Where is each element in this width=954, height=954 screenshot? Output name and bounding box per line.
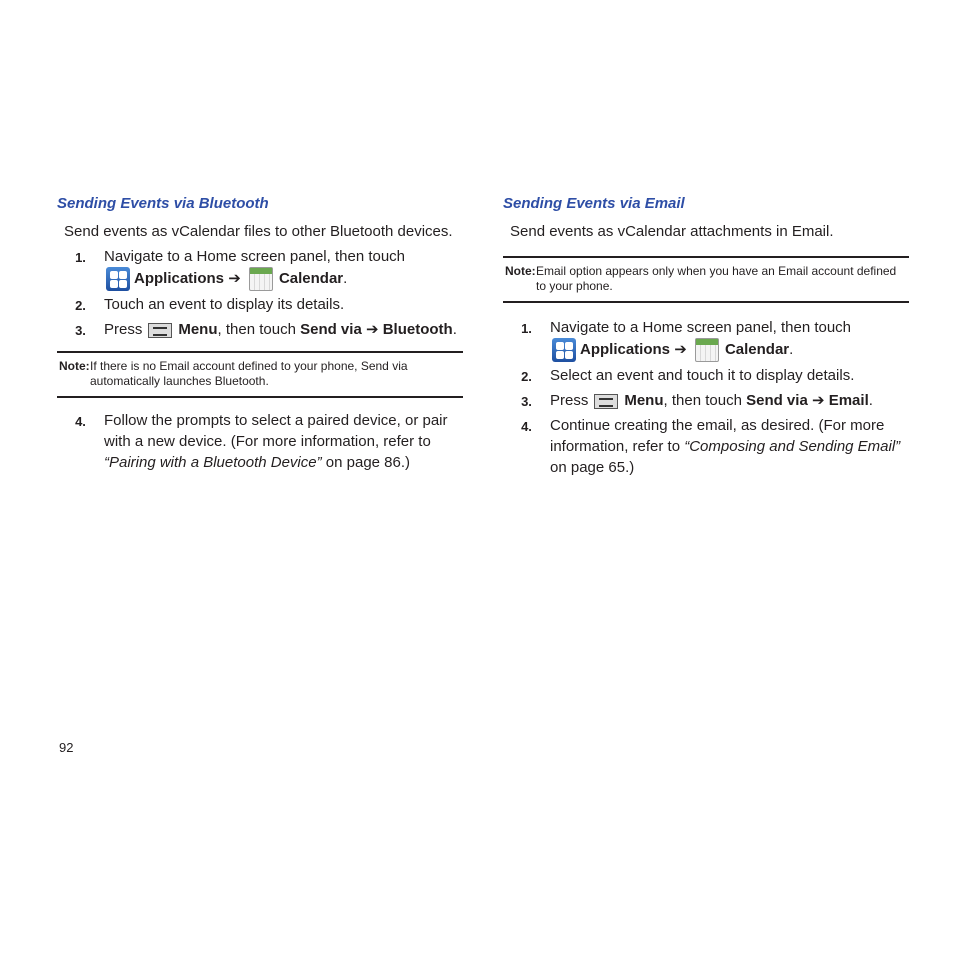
step-number: 4.	[75, 414, 86, 429]
intro-text: Send events as vCalendar files to other Bluetooth devices.	[64, 223, 453, 240]
note-label: Note:	[59, 359, 90, 373]
step-number: 3.	[75, 323, 86, 338]
step-2	[57, 294, 463, 316]
step-text: Navigate to a Home screen panel, then touch	[104, 248, 406, 265]
bluetooth-label: Bluetooth	[382, 321, 453, 338]
step-1: 1. Navigate to a Home screen panel, then touch Applications ➔ Calendar.	[57, 246, 463, 291]
steps-list	[57, 246, 463, 341]
send-via-label: Send via	[300, 321, 362, 338]
calendar-icon	[249, 267, 273, 291]
step-number: 4.	[521, 419, 532, 434]
menu-label: Menu	[624, 392, 664, 409]
step-text: Navigate to a Home screen panel, then touch	[550, 319, 852, 336]
left-column	[57, 193, 463, 473]
section-heading-bluetooth: Sending Events via Bluetooth	[57, 195, 269, 212]
note-text: If there is no Email account defined to your phone, Send via automatically launches Bluetooth.	[90, 359, 408, 388]
note-label: Note:	[505, 264, 536, 278]
calendar-label: Calendar	[724, 340, 790, 358]
step-number: 1.	[521, 321, 532, 336]
menu-label: Menu	[178, 321, 218, 338]
right-column	[503, 193, 909, 478]
step-text: Touch an event to display its details.	[104, 296, 345, 313]
cross-reference: “Pairing with a Bluetooth Device”	[104, 454, 322, 471]
send-via-label: Send via	[746, 392, 808, 409]
calendar-label: Calendar	[278, 269, 344, 287]
applications-icon	[552, 338, 576, 362]
step-text: Follow the prompts to select a paired device, or pair with a new device. (For more information, refer to	[104, 412, 448, 450]
arrow-icon: ➔	[228, 269, 241, 287]
applications-label: Applications	[580, 340, 671, 358]
step-number: 3.	[521, 394, 532, 409]
cross-reference: “Composing and Sending Email”	[684, 438, 901, 455]
step-number: 2.	[521, 369, 532, 384]
step-3: 3. Press Menu, then touch Send via ➔ Email.	[503, 390, 909, 412]
step-2	[503, 365, 909, 387]
email-label: Email	[828, 392, 869, 409]
step-text: Select an event and touch it to display details.	[550, 367, 855, 384]
menu-icon	[594, 394, 618, 409]
menu-icon	[148, 323, 172, 338]
step-4: 4. Follow the prompts to select a paired device, or pair with a new device. (For more information, refer to “Pairing with a Bluetooth Device” on page 86.)	[57, 410, 463, 473]
note-box	[57, 351, 463, 398]
step-1: 1. Navigate to a Home screen panel, then touch Applications ➔ Calendar.	[503, 317, 909, 362]
note-box	[503, 256, 909, 303]
step-3: 3. Press Menu, then touch Send via ➔ Bluetooth.	[57, 319, 463, 341]
step-number: 1.	[75, 250, 86, 265]
arrow-icon: ➔	[674, 340, 687, 358]
step-4: 4. Continue creating the email, as desired. (For more information, refer to “Composing and Sending Email” on page 65.)	[503, 415, 909, 478]
applications-icon	[106, 267, 130, 291]
steps-list-continued	[57, 410, 463, 473]
calendar-icon	[695, 338, 719, 362]
steps-list	[503, 317, 909, 478]
intro-text: Send events as vCalendar attachments in Email.	[510, 223, 834, 240]
arrow-icon: ➔	[365, 321, 379, 338]
page-number: 92	[59, 740, 74, 755]
step-number: 2.	[75, 298, 86, 313]
arrow-icon: ➔	[811, 392, 825, 409]
step-text: Continue creating the email, as desired. (For more information, refer to	[550, 417, 885, 455]
note-text: Email option appears only when you have an Email account defined to your phone.	[536, 264, 897, 293]
section-heading-email: Sending Events via Email	[503, 195, 685, 212]
applications-label: Applications	[134, 269, 225, 287]
